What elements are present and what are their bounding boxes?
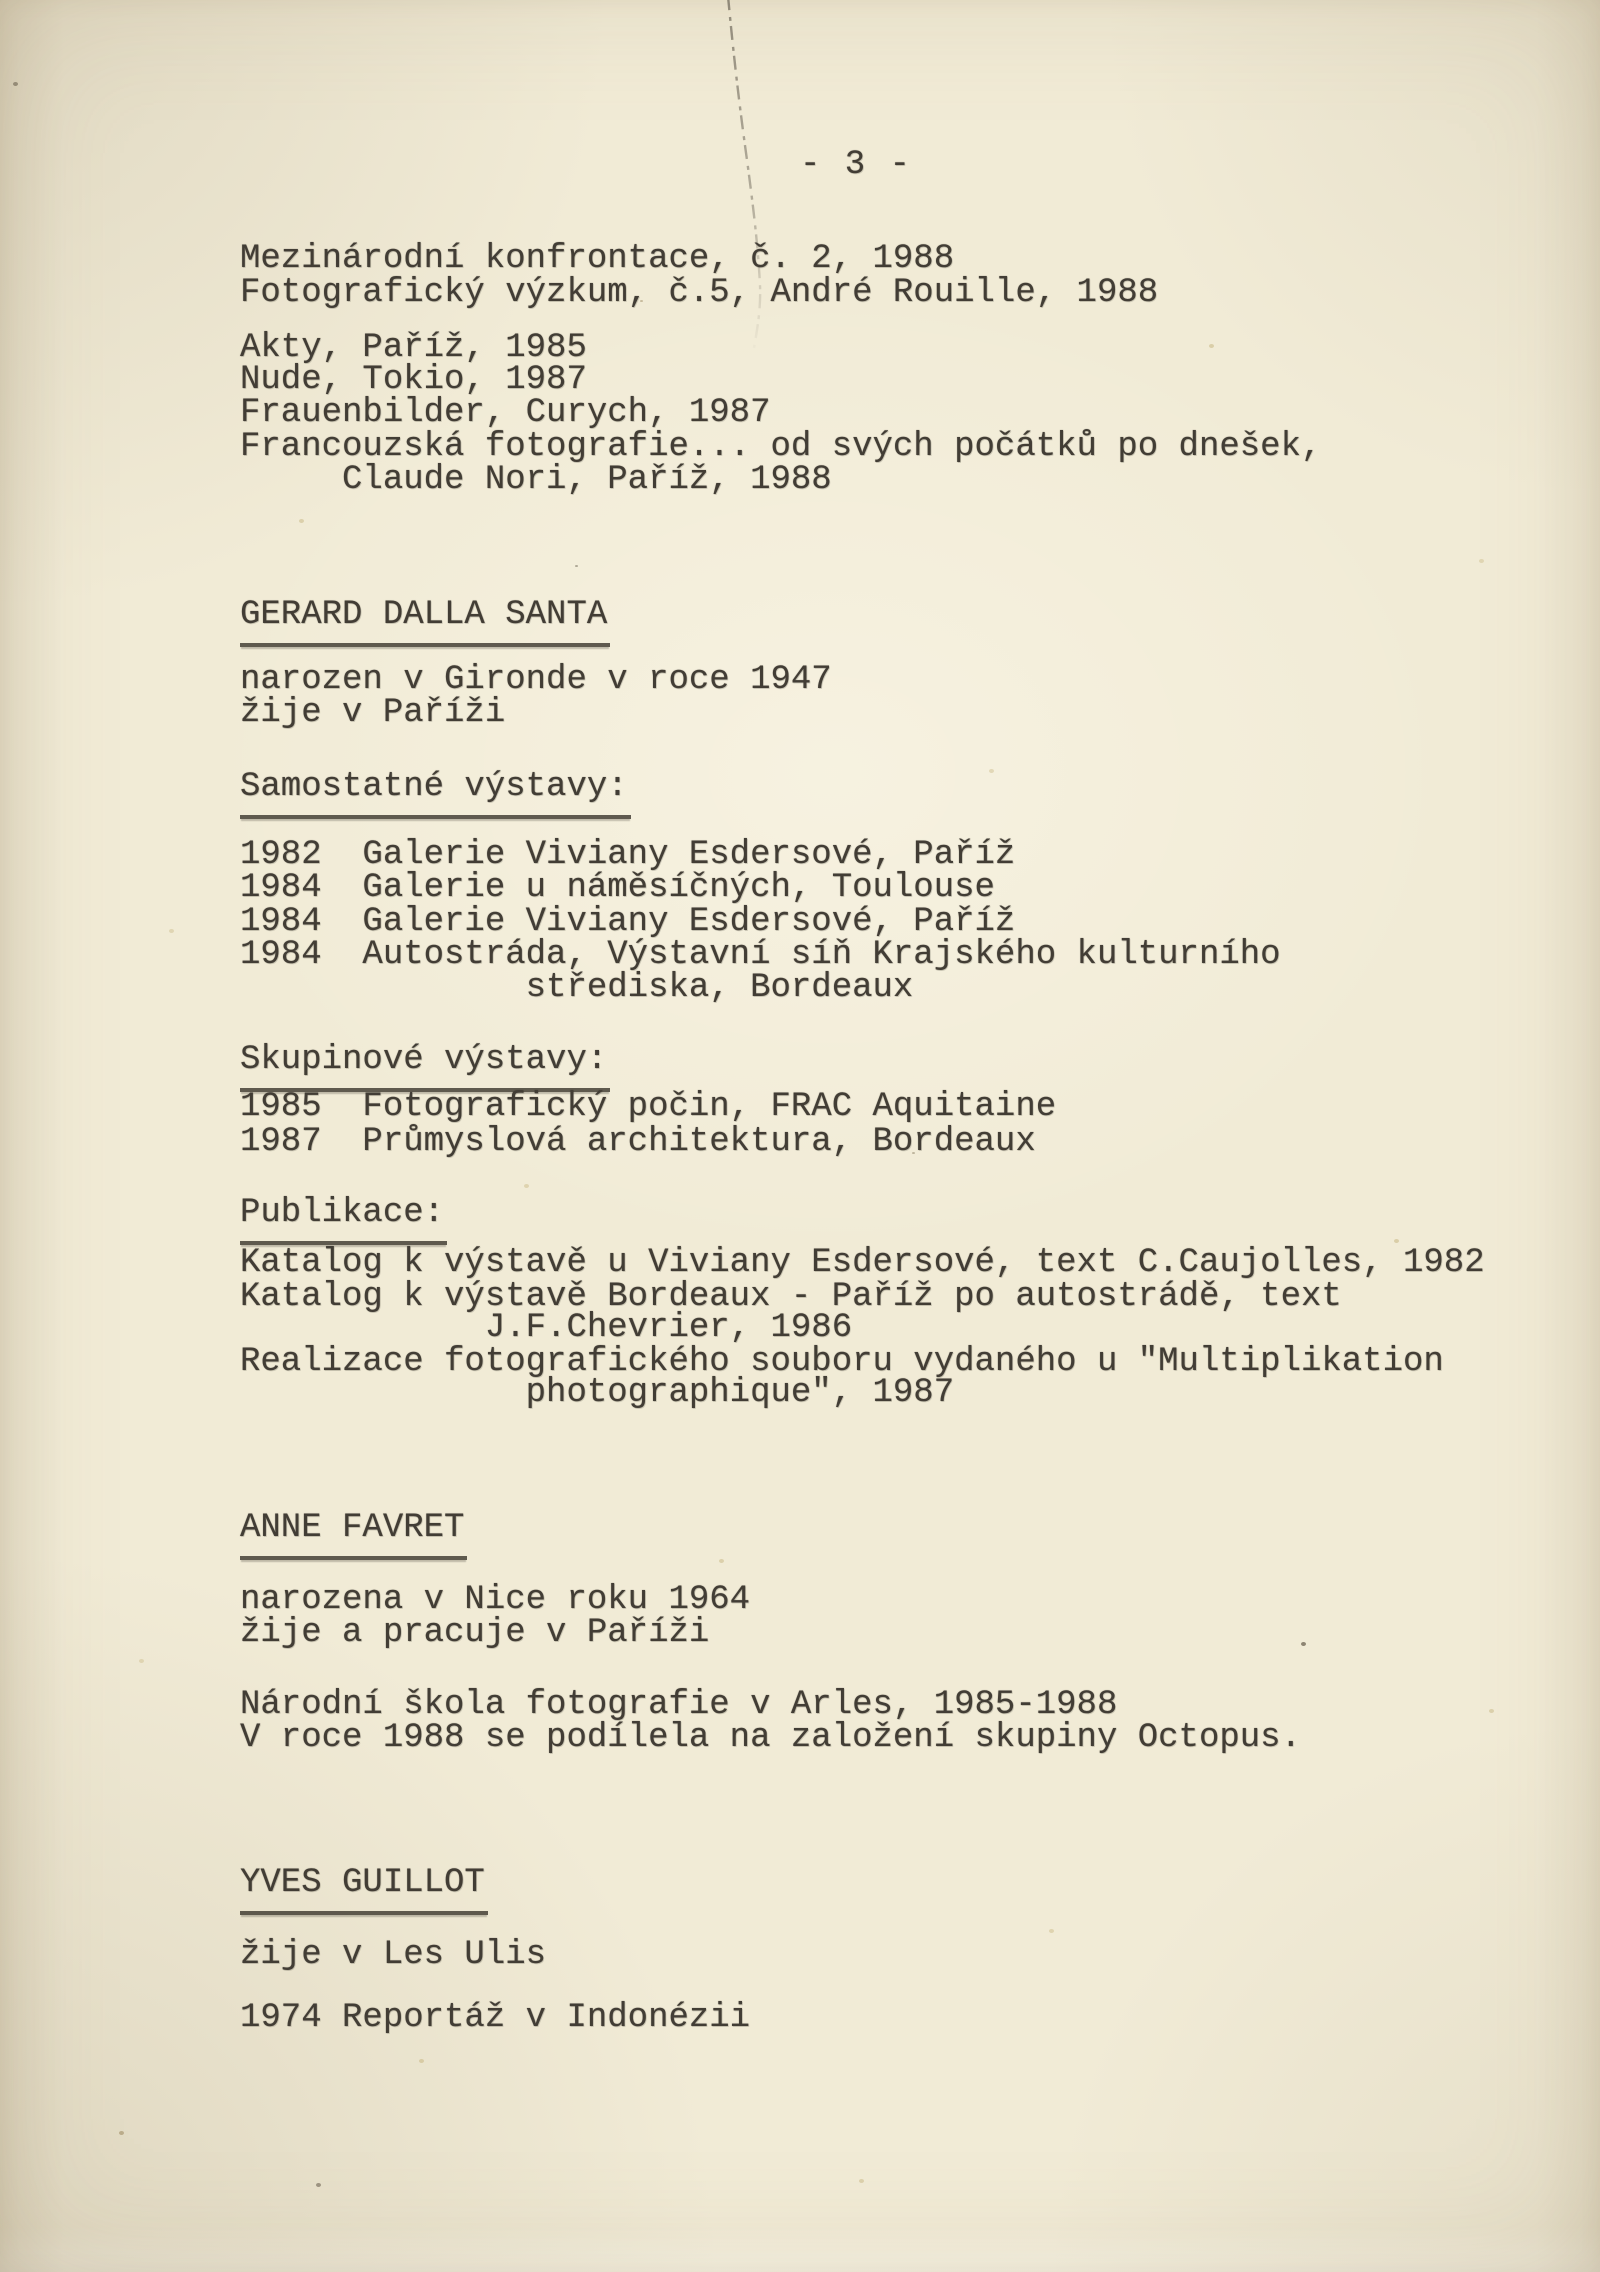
gerard-bio-line: narozen v Gironde v roce 1947 [240, 661, 832, 699]
paper-specks [0, 0, 3, 2]
bibliography-book-ref: Nude, Tokio, 1987 [240, 361, 587, 399]
solo-exhibition-item: 1984 Galerie Viviany Esdersové, Paříž [240, 903, 1016, 941]
solo-exhibition-item-continuation: střediska, Bordeaux [240, 969, 914, 1007]
publication-item-continuation: J.F.Chevrier, 1986 [240, 1309, 853, 1347]
solo-exhibition-item: 1984 Galerie u náměsíčných, Toulouse [240, 869, 995, 907]
bibliography-journal-ref: Fotografický výzkum, č.5, André Rouille, 1988 [240, 274, 1159, 312]
section-gerard [240, 598, 610, 647]
group-exhibition-item: 1987 Průmyslová architektura, Bordeaux [240, 1123, 1036, 1161]
section-heading-yves: YVES GUILLOT [240, 1866, 488, 1915]
gerard-group-exhibitions [240, 1043, 610, 1092]
solo-exhibition-item: 1982 Galerie Viviany Esdersové, Paříž [240, 836, 1016, 874]
section-heading-anne: ANNE FAVRET [240, 1511, 467, 1560]
bibliography-book-ref: Francouzská fotografie... od svých počátků po dnešek, [240, 428, 1322, 466]
anne-bio-line: žije a pracuje v Paříži [240, 1614, 710, 1652]
bibliography-journal-ref: Mezinárodní konfrontace, č. 2, 1988 [240, 240, 955, 278]
bibliography-book-ref: Frauenbilder, Curych, 1987 [240, 394, 771, 432]
anne-info-line: V roce 1988 se podílela na založení skupiny Octopus. [240, 1719, 1301, 1757]
bibliography-book-ref: Akty, Paříž, 1985 [240, 329, 587, 367]
subheading-publications: Publikace: [240, 1196, 447, 1245]
section-anne [240, 1511, 467, 1560]
section-yves [240, 1866, 488, 1915]
subheading-solo-exhibitions: Samostatné výstavy: [240, 770, 631, 819]
subheading-group-exhibitions: Skupinové výstavy: [240, 1043, 610, 1092]
gerard-publications [240, 1196, 447, 1245]
page-number: - 3 - [800, 146, 913, 184]
bibliography-book-ref-continuation: Claude Nori, Paříž, 1988 [240, 461, 832, 499]
section-heading-gerard: GERARD DALLA SANTA [240, 598, 610, 647]
gerard-solo-exhibitions [240, 770, 631, 819]
gerard-bio-line: žije v Paříži [240, 694, 506, 732]
solo-exhibition-item: 1984 Autostráda, Výstavní síň Krajského kulturního [240, 936, 1281, 974]
anne-bio-line: narozena v Nice roku 1964 [240, 1581, 751, 1619]
group-exhibition-item: 1985 Fotografický počin, FRAC Aquitaine [240, 1088, 1057, 1126]
yves-bio-line: žije v Les Ulis [240, 1936, 547, 1974]
publication-item: Realizace fotografického souboru vydaného u "Multiplikation [240, 1343, 1444, 1381]
yves-info-line: 1974 Reportáž v Indonézii [240, 1999, 751, 2037]
publication-item-continuation: photographique", 1987 [240, 1374, 955, 1412]
publication-item: Katalog k výstavě u Viviany Esdersové, text C.Caujolles, 1982 [240, 1244, 1485, 1282]
anne-info-line: Národní škola fotografie v Arles, 1985-1988 [240, 1686, 1118, 1724]
publication-item: Katalog k výstavě Bordeaux - Paříž po autostrádě, text [240, 1278, 1342, 1316]
